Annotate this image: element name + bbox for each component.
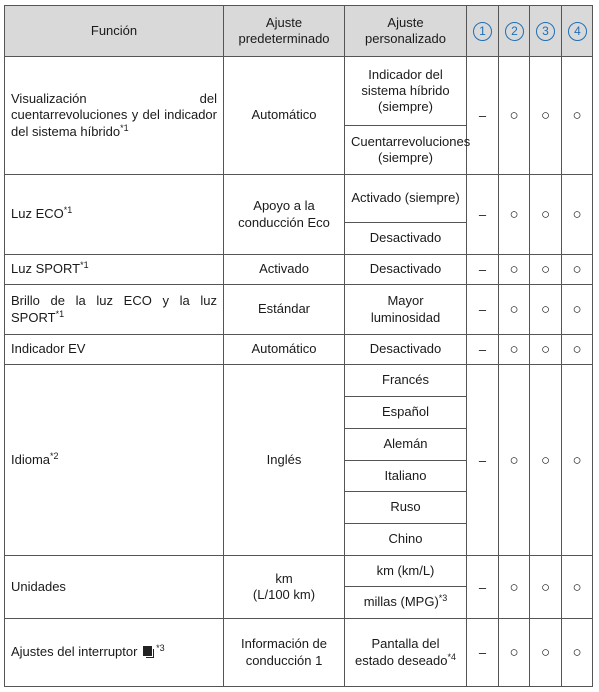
row-visualizacion: [5, 57, 593, 126]
dash-cell: –: [467, 255, 499, 285]
circle-cell: ○: [499, 365, 530, 556]
circle-cell: ○: [530, 57, 562, 175]
circle-cell: ○: [499, 335, 530, 365]
option-indicador-ev-1: Desactivado: [345, 335, 467, 365]
circle-cell: ○: [499, 175, 530, 255]
circle-cell: ○: [562, 57, 593, 175]
func-visualizacion: Visualización del cuentarrevoluciones y del indicador del sistema híbrido$^{*1}$: [5, 57, 224, 175]
func-luz-eco: Luz ECO$^{*1}$: [5, 175, 224, 255]
option-brillo-1: Mayor luminosidad: [345, 285, 467, 335]
option-idioma: Italiano: [345, 461, 467, 492]
option-unidades-2: millas (MPG)$^{*3}$: [345, 587, 467, 619]
circle-cell: ○: [530, 335, 562, 365]
circle-cell: ○: [530, 255, 562, 285]
header-col-2: [499, 6, 530, 57]
circle-cell: ○: [562, 255, 593, 285]
option-luz-eco-2: Desactivado: [345, 223, 467, 255]
circle-cell: ○: [530, 175, 562, 255]
circle-cell: ○: [499, 255, 530, 285]
func-brillo: Brillo de la luz ECO y la luz SPORT$^{*1}$: [5, 285, 224, 335]
default-indicador-ev: Automático: [224, 335, 345, 365]
circle-cell: ○: [530, 365, 562, 556]
row-luz-eco: [5, 175, 593, 223]
default-brillo: Estándar: [224, 285, 345, 335]
func-indicador-ev: Indicador EV: [5, 335, 224, 365]
header-col-1: [467, 6, 499, 57]
row-ajustes-interruptor: [5, 619, 593, 687]
circle-cell: ○: [499, 285, 530, 335]
option-visualizacion-2: Cuentarrevoluciones (siempre): [345, 126, 467, 175]
row-brillo: [5, 285, 593, 335]
dash-cell: –: [467, 285, 499, 335]
circle-cell: ○: [499, 57, 530, 175]
header-funcion: Función: [5, 6, 224, 57]
option-ajustes-interruptor-1: Pantalla del estado deseado$^{*4}$: [345, 619, 467, 687]
circle-cell: ○: [562, 619, 593, 687]
circled-number-2: 2: [505, 22, 524, 41]
header-col-4: [562, 6, 593, 57]
func-luz-sport: Luz SPORT$^{*1}$: [5, 255, 224, 285]
circle-cell: ○: [562, 285, 593, 335]
default-ajustes-interruptor: Información de conducción 1: [224, 619, 345, 687]
circle-cell: ○: [530, 619, 562, 687]
option-idioma: Alemán: [345, 429, 467, 461]
default-luz-eco: Apoyo a la conducción Eco: [224, 175, 345, 255]
default-visualizacion: Automático: [224, 57, 345, 175]
option-idioma: Chino: [345, 524, 467, 556]
circled-number-1: 1: [473, 22, 492, 41]
circle-cell: ○: [499, 556, 530, 619]
row-idioma: [5, 365, 593, 397]
circle-cell: ○: [562, 365, 593, 556]
dash-cell: –: [467, 57, 499, 175]
func-idioma: Idioma$^{*2}$: [5, 365, 224, 556]
header-row: [5, 6, 593, 57]
option-luz-sport-1: Desactivado: [345, 255, 467, 285]
header-ajuste-predeterminado: Ajuste predeterminado: [224, 6, 345, 57]
row-unidades: [5, 556, 593, 587]
customization-table: [4, 5, 593, 687]
header-ajuste-personalizado: Ajuste personalizado: [345, 6, 467, 57]
dash-cell: –: [467, 335, 499, 365]
circle-cell: ○: [562, 556, 593, 619]
default-idioma: Inglés: [224, 365, 345, 556]
func-ajustes-interruptor: Ajustes del interruptor $^{*3}$: [5, 619, 224, 687]
option-visualizacion-1: Indicador del sistema híbrido (siempre): [345, 57, 467, 126]
dash-cell: –: [467, 619, 499, 687]
circle-cell: ○: [562, 335, 593, 365]
circled-number-3: 3: [536, 22, 555, 41]
option-unidades-1: km (km/L): [345, 556, 467, 587]
row-luz-sport: [5, 255, 593, 285]
header-col-3: [530, 6, 562, 57]
dash-cell: –: [467, 365, 499, 556]
option-luz-eco-1: Activado (siempre): [345, 175, 467, 223]
circle-cell: ○: [562, 175, 593, 255]
row-indicador-ev: [5, 335, 593, 365]
dash-cell: –: [467, 175, 499, 255]
default-luz-sport: Activado: [224, 255, 345, 285]
circle-cell: ○: [499, 619, 530, 687]
option-idioma: Ruso: [345, 492, 467, 524]
option-idioma: Francés: [345, 365, 467, 397]
dash-cell: –: [467, 556, 499, 619]
circled-number-4: 4: [568, 22, 587, 41]
func-unidades: Unidades: [5, 556, 224, 619]
circle-cell: ○: [530, 556, 562, 619]
option-idioma: Español: [345, 397, 467, 429]
circle-cell: ○: [530, 285, 562, 335]
meter-control-switch-icon: [143, 646, 154, 658]
default-unidades: km (L/100 km): [224, 556, 345, 619]
